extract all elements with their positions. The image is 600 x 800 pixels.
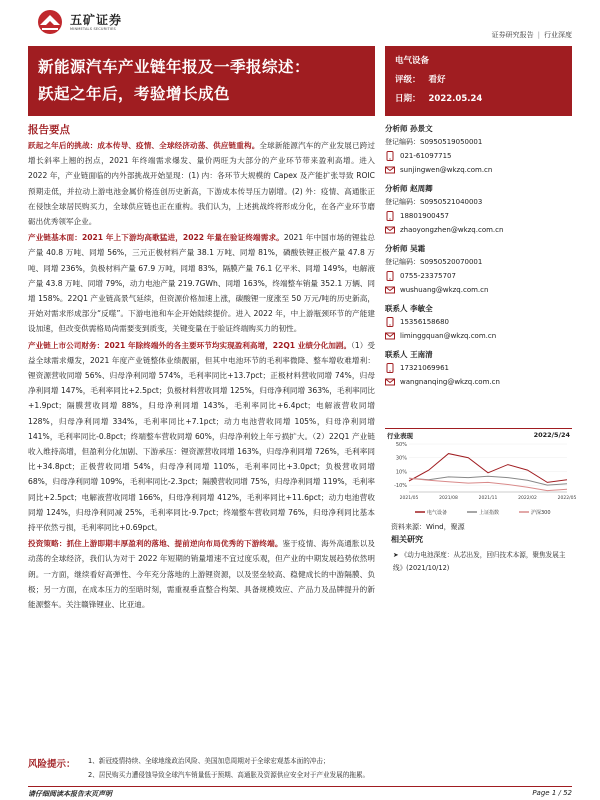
related-research-link[interactable]: 《动力电池深度：从芯出发，回归技术本源，聚焦发展主线》(2021/10/12) [393,551,566,572]
section-title: 报告要点 [28,124,70,136]
x-tick-label: 2022/05 [557,496,577,501]
email-icon [385,377,395,387]
report-summary [28,138,375,613]
legend-label: 沪深300 [531,510,551,516]
footer-disclaimer: 请仔细阅读本报告末页声明 [28,790,112,798]
x-tick-label: 2021/05 [399,496,419,501]
analyst-email[interactable]: wushuang@wkzq.com.cn [385,283,572,297]
brand-logo-icon [34,8,66,36]
risk-item: 1、新冠疫情持续、全球地缘政治风险、美国加息周期对于全球宏观基本面的冲击； [88,757,330,765]
y-tick-label: 30% [395,455,407,462]
analyst-cert: 登记编码： S0950520070001 [385,258,483,266]
contact-name: 联系人 李敏全 [385,304,433,313]
title-band [28,46,375,116]
chart-date: 2022/5/24 [533,431,570,439]
brand-name-en: MINMETALS SECURITIES [70,27,116,31]
report-type: 证券研究报告 [491,31,534,39]
industry-label: 电气设备 [395,56,430,66]
phone-icon [385,211,395,221]
footer-divider [28,786,572,787]
analyst-cert: 登记编码： S0950519050001 [385,138,483,146]
chart-canvas [385,440,577,522]
rating-label: 评级： [395,75,421,85]
rating-value: 看好 [428,75,446,85]
date-value: 2022.05.24 [428,94,483,104]
contact-phone: 17321069961 [385,361,572,375]
page-count: 1 / 52 [551,789,572,797]
analyst-phone: 18801900457 [385,209,572,223]
analyst-block [385,182,572,237]
contact-phone: 15356158680 [385,315,572,329]
analyst-phone: 0755-23375707 [385,269,572,283]
analyst-name: 分析师 赵周卿 [385,184,433,193]
industry-performance-chart [385,428,577,522]
phone-icon [385,363,395,373]
contact-email[interactable]: wangnanqing@wkzq.com.cn [385,375,572,389]
x-tick-label: 2021/11 [478,496,498,501]
rating-row [395,71,562,90]
analyst-cert: 登记编码： S0950521040003 [385,198,483,206]
paragraph-text: （1）受益全球需求爆发，2021 年度产业链整体业绩靓丽，但其中电池环节的毛利率微降、整车增收难增利：锂资源营收同增 56%、归母净利同增 574%，毛利率同比+13.7pct；正极材料营收同增 74%，归母净利同增 147%，毛利率同比+2.5pct；负极材料营收同增 125%，归母净利同增 363%，毛利率同比+1.9pct；隔膜营收同增 88%，归母净利同增 143%，毛利率同比+6.4pct；电解液营收同增 128%，归母净利同增 334%，毛利率同比+7.1pct；动力电池营收同增 105%，归母净利同增 141%，毛利率同比-0.8pct；终端整车营收同增 60%，归母净利较上年亏损扩大。（2）22Q1 产业链收入维持高增，但盈利分化加剧、下游承压：锂资源营收同增 163%，归母净利同增 726%，毛利率同比+34.8pct；正极营收同增 54%，归母净利同增 110%，毛利率同比+3.0pct；负极营收同增 68%，归母净利同增 109%，毛利率同比-2.3pct；隔膜营收同增 75%，归母净利同增 119%，毛利率同比+2.5pct；电解液营收同增 166%，归母净利同增 412%，毛利率同比+11.6pct；动力电池营收同增 124%，归母净利同减 25%，毛利率同比-9.7pct；终端整车营收同增 76%，归母净利同比基本持平依然亏损，毛利率同比+0.69pct。 [28,340,376,533]
contact-block [385,302,572,343]
legend-label: 上证指数 [479,510,500,516]
paragraph [28,338,375,536]
report-category: 行业深度 [544,31,572,39]
email-icon [385,165,395,175]
x-tick-label: 2021/08 [439,496,458,501]
paragraph [28,138,375,229]
paragraph-text: 鉴于疫情、海外高通胀以及动荡的全球经济，我们认为对于 2022 年短期的销量增速不宜过度乐观，但产业的中期发展趋势依然明朗。一方面，继续看好高弹性、今年充分落地的上游锂资源，以及竖垒较高、稳健成长的中游隔膜、负极；另一方面，在成本压力的至暗时刻，需重视垂直整合构架、具备规模效应、产品力及品牌提升的新能源整车。关注赣锋锂业、比亚迪。 [28,539,376,610]
y-tick-label: -10% [394,483,407,490]
brand-name: 五矿证券 [70,13,123,27]
paragraph-highlight: 产业链基本面：2021 年上下游均高歌猛进，2022 年量在验证终端需求。 [28,233,284,243]
paragraph [28,536,375,612]
contact-name: 联系人 王南清 [385,350,433,359]
paragraph-text: 全球新能源汽车的产业发展已跨过增长斜率上翘的拐点，2021 年终端需求爆发、量价两旺为大部分的产业环节带来盈利高增。进入 2022 年，产业链面临的内外部挑战开始显现：(1) 内：各环节大规模的 Capex 及产能扩张导致 ROIC 预期走低，并拉动上游电池金属价格连创历史新高，下游成本传导压力剧增。(2) 外：疫情、高通胀正在侵蚀全球居民购买力，全球供应链也正在重构。我们认为，上述挑战终将形成分化，在各产业环节磨砺出优秀领军企业。 [28,141,376,227]
risk-item: 2、居民购买力遭侵蚀导致全球汽车销量低于预期、高通胀及资源供应安全对于产业发展的拖累。 [88,771,370,779]
related-research-title: 相关研究 [391,535,423,544]
phone-icon [385,317,395,327]
y-tick-label: 50% [395,442,407,448]
report-title-line1: 新能源汽车产业链年报及一季报综述： [38,58,311,76]
analyst-phone: 021-61097715 [385,149,572,163]
x-tick-label: 2022/02 [518,496,537,501]
analyst-block [385,242,572,297]
analyst-name: 分析师 吴霜 [385,244,426,253]
analyst-sidebar [385,122,572,394]
chart-title: 行业表现 [387,432,413,440]
date-row [395,90,562,109]
paragraph [28,230,375,336]
page-header [0,0,600,44]
rating-band [385,46,572,116]
paragraph-highlight: 投资策略：抓住上游即期丰厚盈利的落地、提前逆向布局优秀的下游终端。 [28,539,283,549]
paragraph-highlight: 跃起之年后的挑战：成本传导、疫情、全球经济动荡、供应链重构。 [28,141,260,150]
y-tick-label: 10% [395,469,407,476]
page-number [532,789,572,797]
analyst-email[interactable]: sunjingwen@wkzq.com.cn [385,163,572,177]
date-label: 日期： [395,94,421,104]
analyst-block [385,122,572,177]
email-icon [385,331,395,341]
paragraph-text: 2021 年中国市场的锂盐总产量 40.8 万吨、同增 56%，三元正极材料产量 38.1 万吨、同增 81%，磷酸铁锂正极产量 47.8 万吨、同增 236%，负极材料产量 67.9 万吨，同增 83%，隔膜产量 76.1 亿平米、同增 149%，电解液产量 43.8 万吨、同增 79%，动力电池产量 219.7GWh、同增 163%，终端整车销量 352.1 万辆、同增 158%。22Q1 产业链高景气延续，但资源价格加速上涨，碳酸锂一度涨至 50 万元/吨的历史新高，开始对需求形成部分“反噬”。下游电池和车企开始陆续提价。进入 2022 年，中上游瓶颈环节的产能建设加速，但改变供需格局尚需要变到质变，关键变量在于验证终端购买力的韧性。 [28,233,375,334]
phone-icon [385,271,395,281]
contact-block [385,348,572,389]
phone-icon [385,151,395,161]
paragraph-highlight: 产业链上市公司财务：2021 年除终端外的各主要环节均实现盈利高增，22Q1 业绩分化加剧。 [28,340,352,350]
legend-label: 电气设备 [427,510,448,516]
contact-email[interactable]: liminggquan@wkzq.com.cn [385,329,572,343]
related-research-item[interactable]: ➤ 《动力电池深度：从芯出发，回归技术本源，聚焦发展主线》(2021/10/12) [393,551,566,572]
email-icon [385,225,395,235]
analyst-name: 分析师 孙景文 [385,124,433,133]
risk-label: 风险提示： [28,759,76,770]
chart-source: 资料来源：Wind，聚源 [391,523,465,531]
report-type-label: 证券研究报告 | 行业深度 [491,31,572,39]
analyst-email[interactable]: zhaoyongzhen@wkzq.com.cn [385,223,572,237]
page-word: Page [532,789,550,797]
report-title-line2: 跃起之年后，考验增长成色 [38,85,231,103]
email-icon [385,285,395,295]
brand-logo [34,8,122,36]
